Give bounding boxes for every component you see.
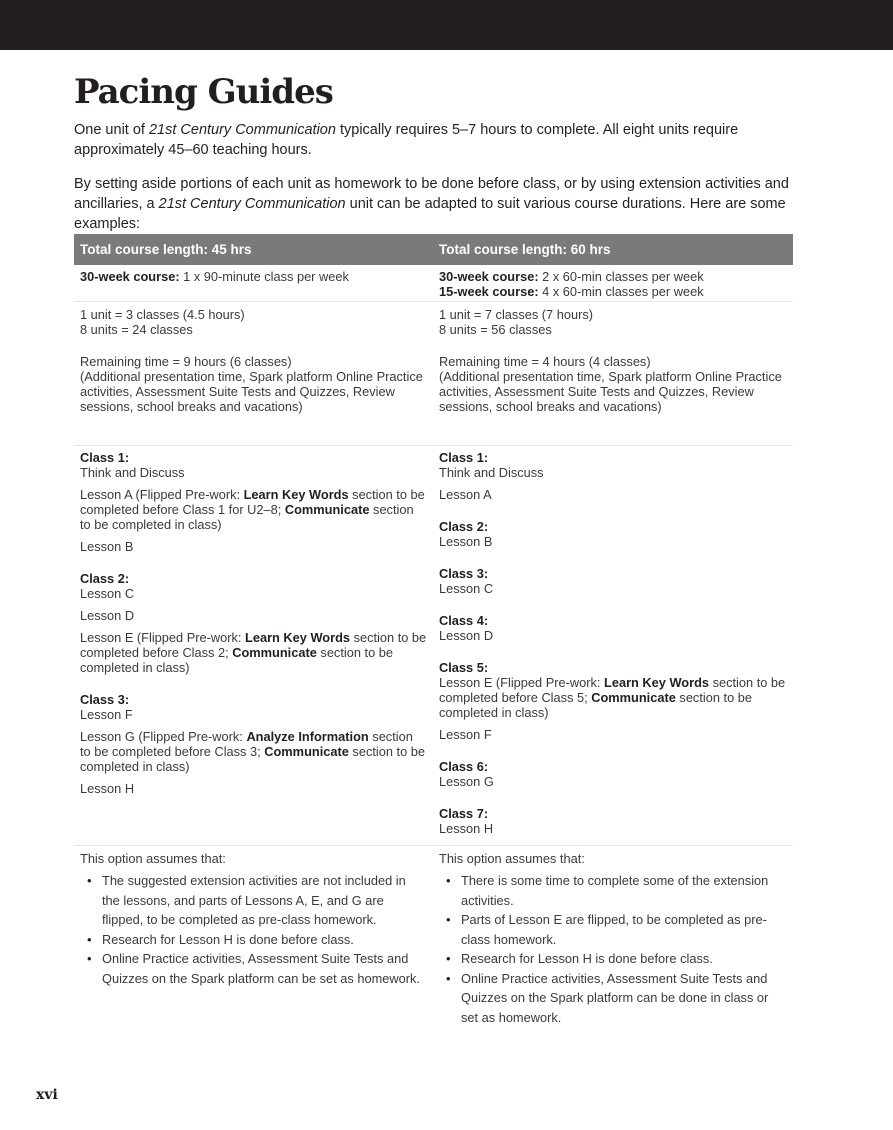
left-lesson-a-text: Lesson A (Flipped Pre-work: bbox=[80, 487, 244, 502]
right-lesson-e-bold-2: Communicate bbox=[591, 690, 676, 705]
intro-p1-book-title: 21st Century Communication bbox=[148, 122, 336, 138]
left-lesson-a-text-2: section to be completed before Class 1 for U2–8; bbox=[80, 487, 425, 517]
right-lesson-e-bold-1: Learn Key Words bbox=[604, 675, 710, 690]
right-class1-label: Class 1: bbox=[439, 450, 489, 465]
right-class2-label: Class 2: bbox=[439, 519, 489, 534]
right-lesson-b: Lesson B bbox=[439, 534, 493, 549]
left-assumptions-cell bbox=[74, 846, 433, 1030]
left-lesson-e-bold-2: Communicate bbox=[232, 645, 317, 660]
left-lesson-e-bold-1: Learn Key Words bbox=[245, 630, 351, 645]
header-45-hrs: Total course length: 45 hrs bbox=[80, 242, 252, 257]
table-header bbox=[74, 234, 793, 265]
list-item: • There is some time to complete some of the extension activities. bbox=[439, 871, 787, 910]
left-class2-label: Class 2: bbox=[80, 571, 130, 586]
intro-text bbox=[74, 120, 794, 248]
right-remaining-time: Remaining time = 4 hours (4 classes) bbox=[439, 354, 651, 369]
list-item: • Online Practice activities, Assessment Suite Tests and Quizzes on the Spark platform can be set as homework. bbox=[80, 949, 427, 988]
left-assumptions-list bbox=[80, 871, 427, 988]
right-lesson-e-text-2: section to be completed before Class 5; bbox=[439, 675, 786, 705]
table-row-assumptions bbox=[74, 846, 793, 1030]
list-item: • Research for Lesson H is done before class. bbox=[439, 949, 787, 969]
page-title: Pacing Guides bbox=[74, 72, 333, 112]
right-course1-text: 2 x 60-min classes per week bbox=[538, 269, 704, 284]
right-class5-label: Class 5: bbox=[439, 660, 489, 675]
left-lesson-e-text: Lesson E (Flipped Pre-work: bbox=[80, 630, 246, 645]
pacing-table bbox=[74, 234, 793, 1030]
right-course2-text: 4 x 60-min classes per week bbox=[538, 284, 704, 299]
intro-paragraph-1 bbox=[74, 120, 794, 160]
left-lesson-a-text-3: section to be completed in class) bbox=[80, 502, 414, 532]
left-lesson-g-text-3: section to be completed in class) bbox=[80, 744, 425, 774]
left-lesson-a bbox=[80, 487, 427, 532]
left-remaining-time: Remaining time = 9 hours (6 classes) bbox=[80, 354, 292, 369]
right-remaining-note: (Additional presentation time, Spark platform Online Practice activities, Assessment Suite Tests and Quizzes, Review sessions, school breaks and vacations) bbox=[439, 369, 782, 414]
list-item: • Research for Lesson H is done before class. bbox=[80, 930, 427, 950]
right-assumptions-cell bbox=[433, 846, 793, 1030]
left-lesson-e-text-3: section to be completed in class) bbox=[80, 645, 393, 675]
intro-p2-book-title: 21st Century Communication bbox=[158, 196, 346, 212]
left-lesson-f: Lesson F bbox=[80, 707, 133, 722]
table-row-schedule bbox=[74, 265, 793, 302]
list-item: • The suggested extension activities are not included in the lessons, and parts of Lessons A, E, and G are flipped, to be completed as pre-class homework. bbox=[80, 871, 427, 930]
left-lesson-g-text: Lesson G (Flipped Pre-work: bbox=[80, 729, 247, 744]
right-schedule-cell bbox=[433, 265, 793, 301]
right-lesson-e-text-3: section to be completed in class) bbox=[439, 690, 752, 720]
right-lesson-e bbox=[439, 675, 787, 720]
left-class3-label: Class 3: bbox=[80, 692, 130, 707]
top-banner bbox=[0, 0, 893, 50]
right-lesson-g: Lesson G bbox=[439, 774, 494, 789]
right-assumes-heading: This option assumes that: bbox=[439, 851, 585, 866]
left-units-cell bbox=[74, 302, 433, 445]
right-lesson-e-text: Lesson E (Flipped Pre-work: bbox=[439, 675, 605, 690]
left-remaining-note: (Additional presentation time, Spark platform Online Practice activities, Assessment Suite Tests and Quizzes, Review sessions, school breaks and vacations) bbox=[80, 369, 423, 414]
left-class1-label: Class 1: bbox=[80, 450, 130, 465]
left-lesson-h: Lesson H bbox=[80, 781, 135, 796]
left-lesson-g-text-2: section to be completed before Class 3; bbox=[80, 729, 413, 759]
table-row-classes bbox=[74, 446, 793, 846]
right-lesson-c: Lesson C bbox=[439, 581, 494, 596]
left-unit-classes: 1 unit = 3 classes (4.5 hours) bbox=[80, 307, 245, 322]
left-course-text: 1 x 90-minute class per week bbox=[179, 269, 349, 284]
right-lesson-a: Lesson A bbox=[439, 487, 492, 502]
right-class7-label: Class 7: bbox=[439, 806, 489, 821]
left-lesson-g bbox=[80, 729, 427, 774]
intro-p1-text-a: One unit of bbox=[74, 122, 149, 138]
left-units-total: 8 units = 24 classes bbox=[80, 322, 193, 337]
left-lesson-g-bold-1: Analyze Information bbox=[246, 729, 369, 744]
right-lesson-h: Lesson H bbox=[439, 821, 494, 836]
right-classes-cell bbox=[433, 446, 793, 845]
left-lesson-c: Lesson C bbox=[80, 586, 135, 601]
left-lesson-e bbox=[80, 630, 427, 675]
left-lesson-e-text-2: section to be completed before Class 2; bbox=[80, 630, 427, 660]
right-assumptions-list bbox=[439, 871, 787, 1027]
left-lesson-d: Lesson D bbox=[80, 608, 135, 623]
right-class4-label: Class 4: bbox=[439, 613, 489, 628]
left-course-label: 30-week course: bbox=[80, 269, 180, 284]
right-course1-label: 30-week course: bbox=[439, 269, 539, 284]
left-lesson-a-bold-2: Communicate bbox=[284, 502, 370, 517]
right-think-discuss: Think and Discuss bbox=[439, 465, 544, 480]
right-class6-label: Class 6: bbox=[439, 759, 489, 774]
table-row-units bbox=[74, 302, 793, 446]
intro-paragraph-2 bbox=[74, 174, 794, 234]
intro-p1-text-b: typically requires 5–7 hours to complete. All eight units require approximately 45–60 teaching hours. bbox=[74, 122, 739, 158]
right-units-cell bbox=[433, 302, 793, 445]
left-lesson-b: Lesson B bbox=[80, 539, 134, 554]
intro-p2-text-a: By setting aside portions of each unit as homework to be done before class, or by using extension activities and ancillaries, a bbox=[74, 176, 789, 212]
right-lesson-d: Lesson D bbox=[439, 628, 494, 643]
intro-p2-text-b: unit can be adapted to suit various course durations. Here are some examples: bbox=[74, 196, 786, 232]
left-classes-cell bbox=[74, 446, 433, 845]
left-lesson-a-bold-1: Learn Key Words bbox=[243, 487, 349, 502]
right-class3-label: Class 3: bbox=[439, 566, 489, 581]
right-units-total: 8 units = 56 classes bbox=[439, 322, 552, 337]
left-lesson-g-bold-2: Communicate bbox=[264, 744, 349, 759]
left-think-discuss: Think and Discuss bbox=[80, 465, 185, 480]
right-course2-label: 15-week course: bbox=[439, 284, 539, 299]
left-schedule-cell bbox=[74, 265, 433, 301]
right-lesson-f: Lesson F bbox=[439, 727, 492, 742]
left-assumes-heading: This option assumes that: bbox=[80, 851, 226, 866]
header-60-hrs: Total course length: 60 hrs bbox=[439, 242, 611, 257]
list-item: • Online Practice activities, Assessment Suite Tests and Quizzes on the Spark platform can be done in class or set as homework. bbox=[439, 969, 787, 1028]
page-number: xvi bbox=[36, 1087, 58, 1103]
right-unit-classes: 1 unit = 7 classes (7 hours) bbox=[439, 307, 593, 322]
list-item: • Parts of Lesson E are flipped, to be completed as pre-class homework. bbox=[439, 910, 787, 949]
